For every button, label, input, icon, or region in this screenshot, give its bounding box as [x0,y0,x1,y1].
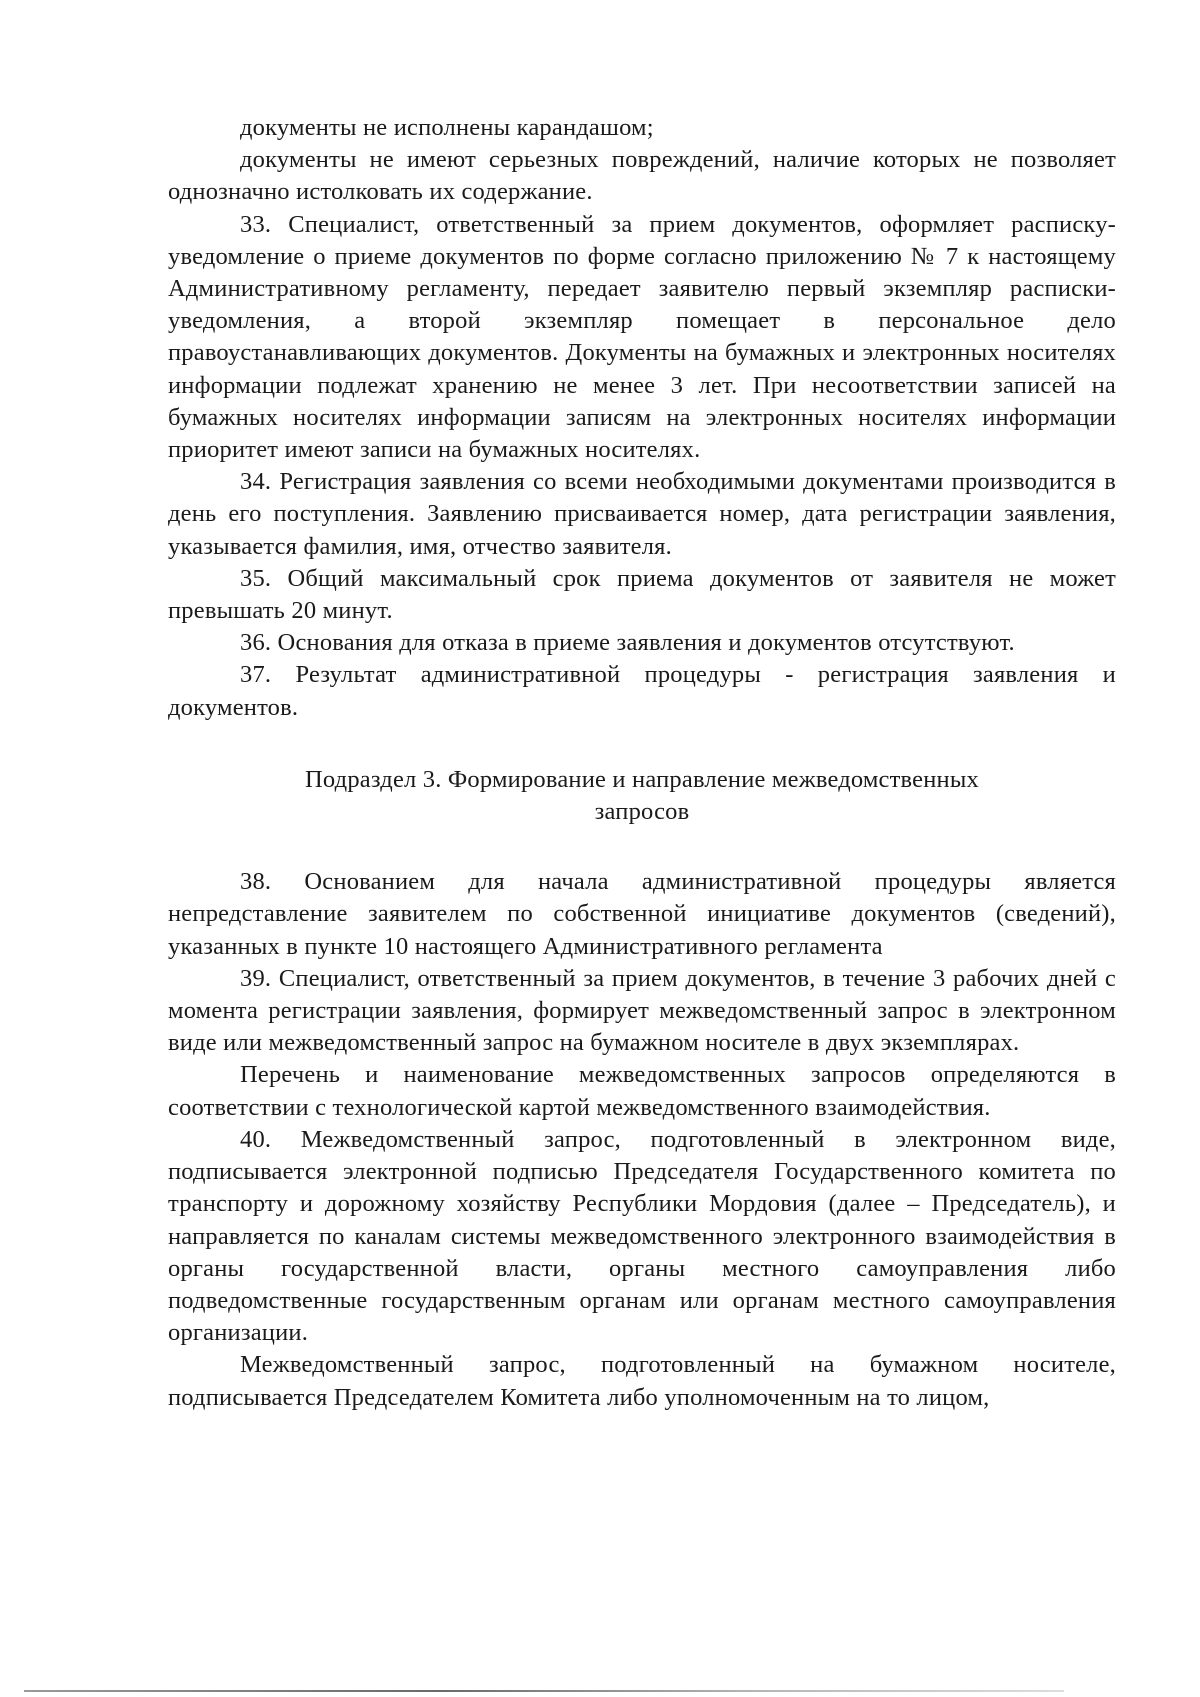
subsection-heading-line: Подраздел 3. Формирование и направление межведомственных [305,765,979,793]
paragraph: документы не имеют серьезных повреждений, наличие которых не позволяет однозначно истолковать их содержание. [168,146,1116,206]
paragraph-item-39: 39. Специалист, ответственный за прием документов, в течение 3 рабочих дней с момента регистрации заявления, формирует межведомственный запрос в электронном виде или межведомственный запрос на бумажном носителе в двух экземплярах. [168,964,1116,1057]
paragraph-item-35: 35. Общий максимальный срок приема документов от заявителя не может превышать 20 минут. [168,564,1116,625]
subsection-heading [168,764,1116,828]
paragraph-item-36: 36. Основания для отказа в приеме заявления и документов отсутствуют. [240,629,1015,657]
scan-edge-line [24,1690,1064,1692]
paragraph-item-38: 38. Основанием для начала административной процедуры является непредставление заявителем по собственной инициативе документов (сведений), указанных в пункте 10 настоящего Административного регламента [168,868,1116,960]
paragraph: Межведомственный запрос, подготовленный на бумажном носителе, подписывается Председателем Комитета либо уполномоченным на то лицом, [168,1351,1116,1411]
paragraph-item-40: 40. Межведомственный запрос, подготовленный в электронном виде, подписывается электронной подписью Председателя Государственного комитета по транспорту и дорожному хозяйству Республики Мордовия (далее – Председатель), и направляется по каналам системы межведомственного электронного взаимодействия в органы государственной власти, органы местного самоуправления либо подведомственные государственным органам или органам местного самоуправления организации. [168,1125,1116,1347]
document-body [168,112,1116,1414]
paragraph-item-37: 37. Результат административной процедуры - регистрация заявления и документов. [168,661,1116,721]
paragraph-item-34: 34. Регистрация заявления со всеми необходимыми документами производится в день его поступления. Заявлению присваивается номер, дата регистрации заявления, указывается фамилия, имя, отчество заявителя. [168,468,1116,560]
subsection-heading-line: запросов [594,798,690,826]
paragraph-item-33: 33. Специалист, ответственный за прием документов, оформляет расписку-уведомление о приеме документов по форме согласно приложению № 7 к настоящему Административному регламенту, передает заявителю первый экземпляр расписки-уведомления, а второй экземпляр помещает в персональное дело правоустанавливающих документов. Документы на бумажных и электронных носителях информации подлежат хранению не менее 3 лет. При несоответствии записей на бумажных носителях информации записям на электронных носителях информации приоритет имеют записи на бумажных носителях. [168,210,1116,464]
paragraph: Перечень и наименование межведомственных запросов определяются в соответствии с технологической картой межведомственного взаимодействия. [168,1061,1116,1121]
paragraph: документы не исполнены карандашом; [240,114,654,141]
